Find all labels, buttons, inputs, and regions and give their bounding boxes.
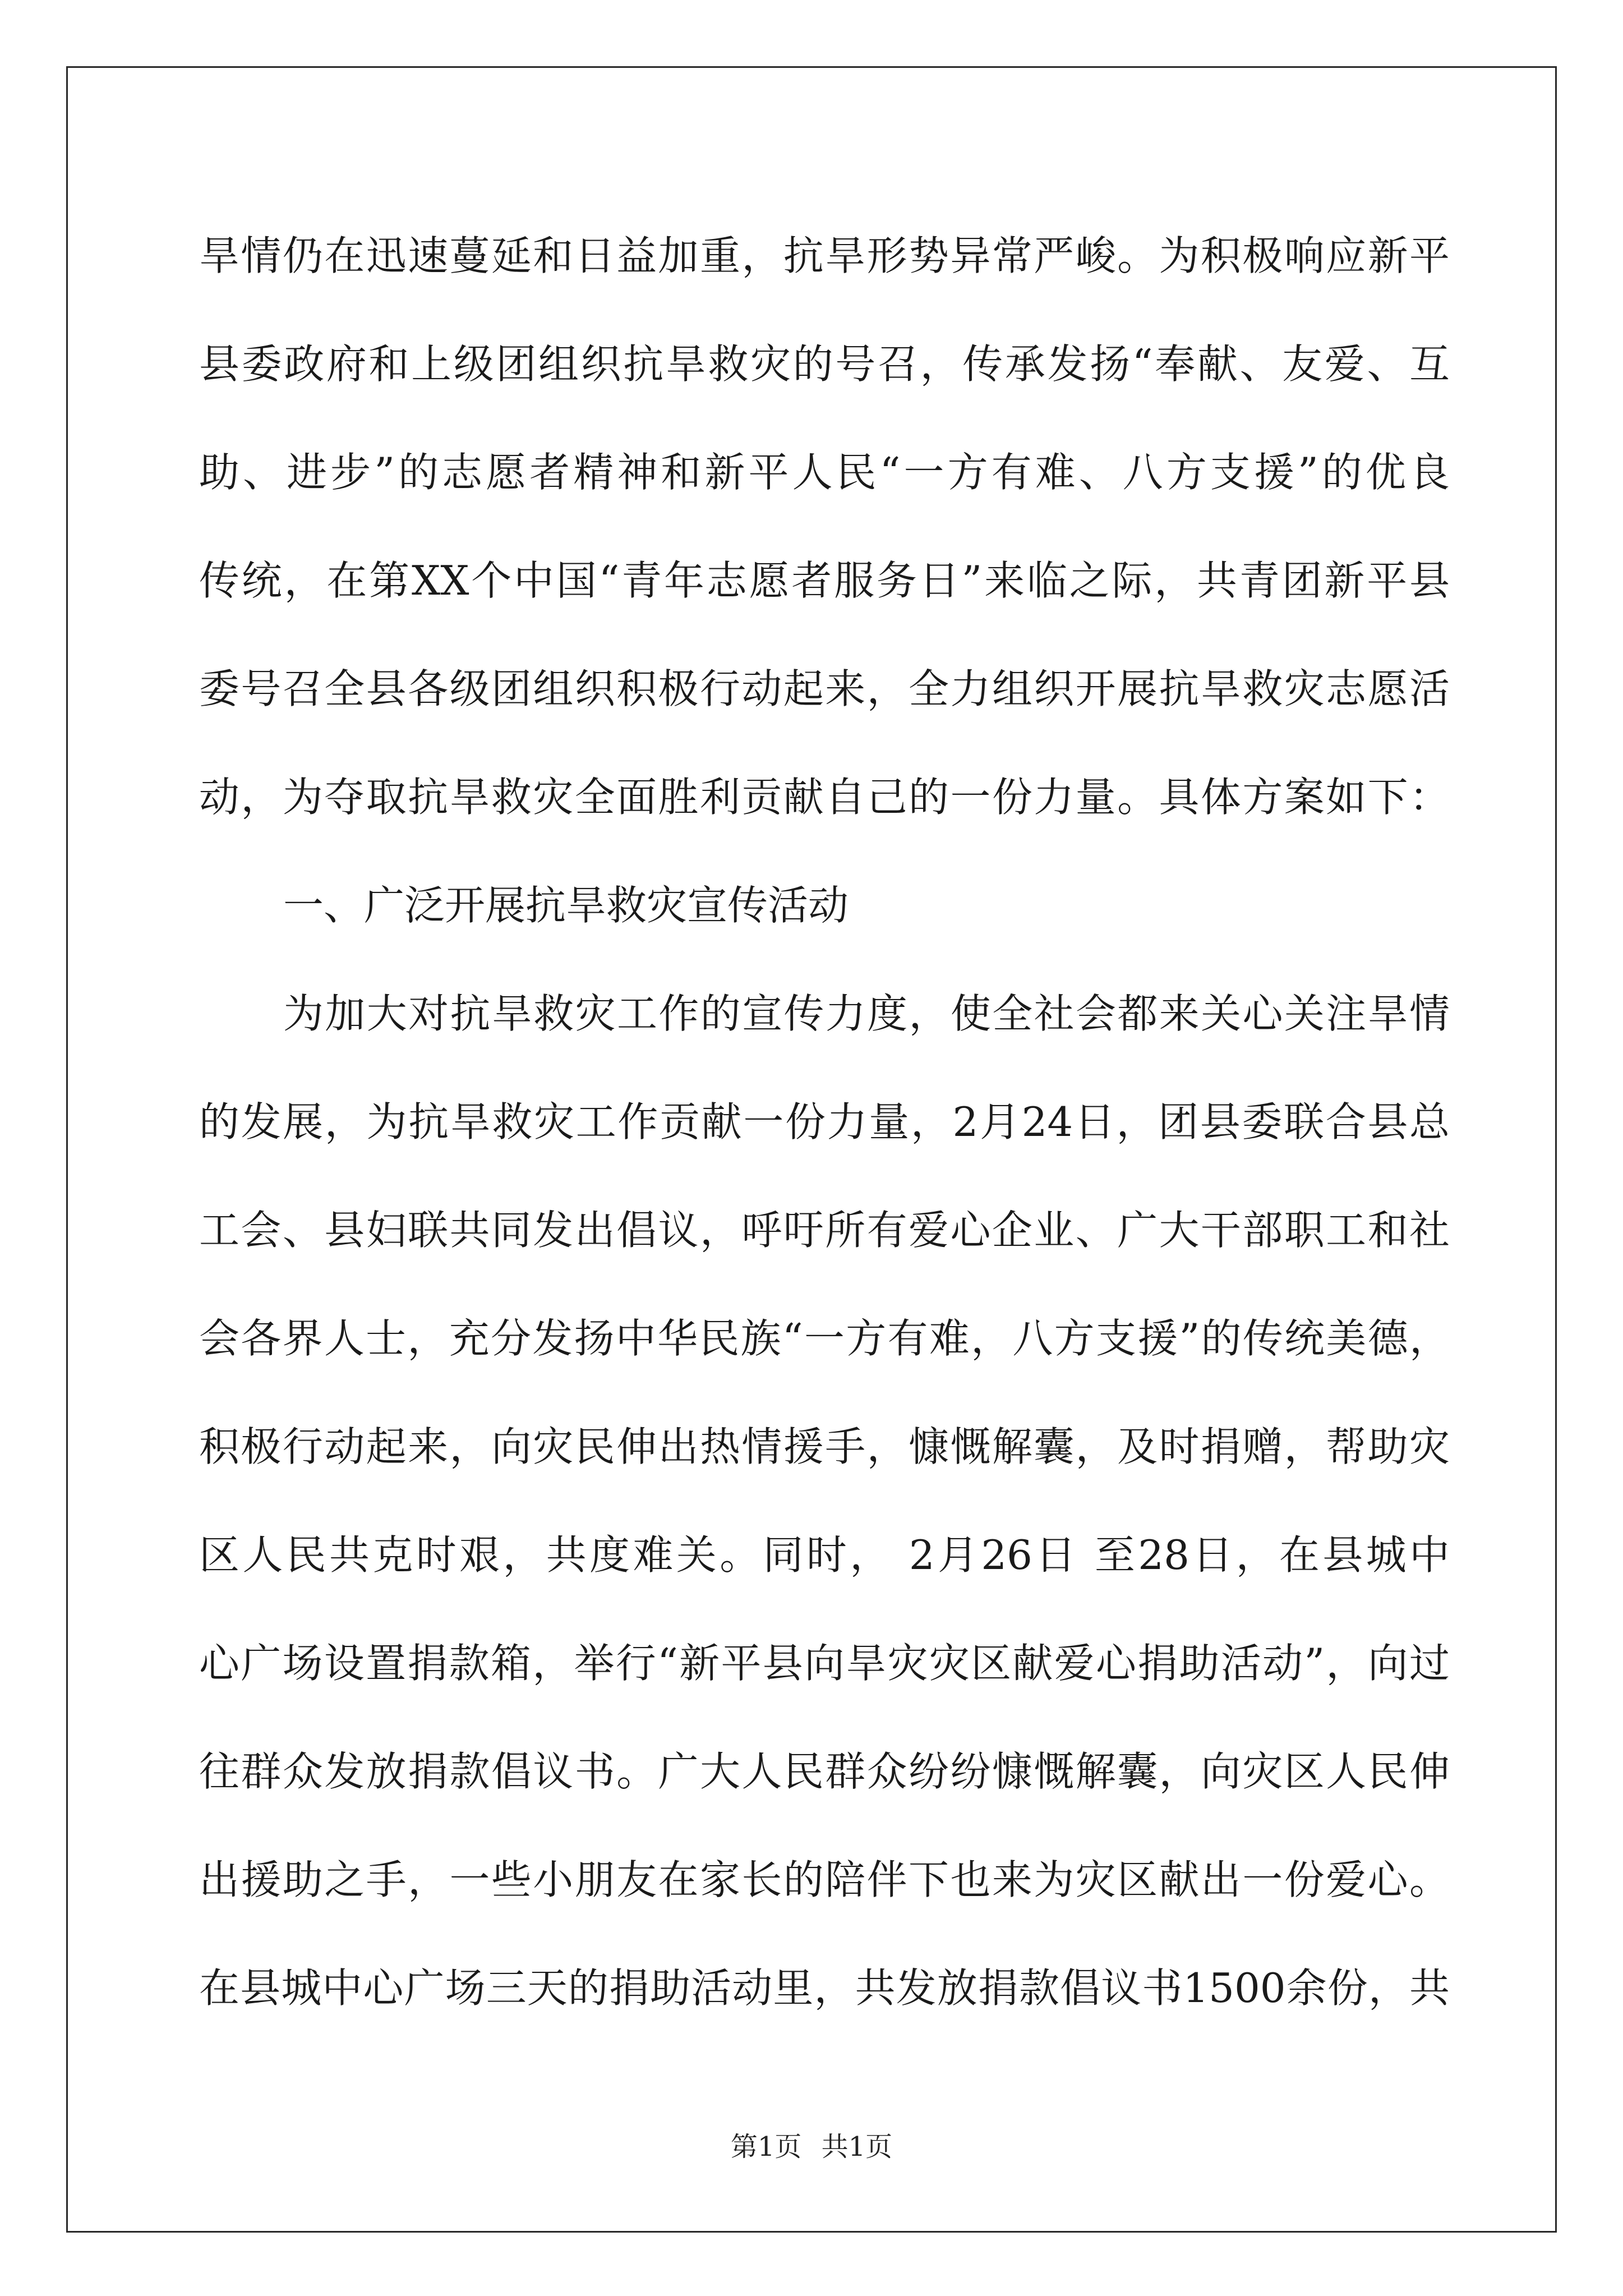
text-line: 往群众发放捐款倡议书。广大人民群众纷纷慷慨解囊，向灾区人民伸 xyxy=(199,1748,1450,1795)
text-line: 会各界人士，充分发扬中华民族“一方有难，八方支援”的传统美德， xyxy=(199,1315,1450,1362)
text-line: 助、进步”的志愿者精神和新平人民“一方有难、八方支援”的优良 xyxy=(199,449,1450,496)
text-line: 为加大对抗旱救灾工作的宣传力度，使全社会都来关心关注旱情 xyxy=(283,990,1450,1037)
text-line: 委号召全县各级团组织积极行动起来，全力组织开展抗旱救灾志愿活 xyxy=(199,665,1450,712)
page-number: 第1页 xyxy=(730,2131,802,2162)
text-line: 区人民共克时艰，共度难关。同时， 2月26日 至28日，在县城中 xyxy=(199,1531,1450,1579)
page-footer xyxy=(0,2125,1623,2164)
text-line: 传统，在第XX个中国“青年志愿者服务日”来临之际，共青团新平县 xyxy=(199,557,1450,604)
text-line: 心广场设置捐款箱，举行“新平县向旱灾灾区献爱心捐助活动”，向过 xyxy=(199,1640,1450,1687)
page-count: 共1页 xyxy=(821,2131,893,2162)
text-line: 动，为夺取抗旱救灾全面胜利贡献自己的一份力量。具体方案如下： xyxy=(199,774,1450,821)
text-line: 旱情仍在迅速蔓延和日益加重，抗旱形势异常严峻。为积极响应新平 xyxy=(199,232,1450,279)
text-line: 工会、县妇联共同发出倡议，呼吁所有爱心企业、广大干部职工和社 xyxy=(199,1207,1450,1254)
text-line: 出援助之手，一些小朋友在家长的陪伴下也来为灾区献出一份爱心。 xyxy=(199,1856,1450,1903)
text-line: 的发展，为抗旱救灾工作贡献一份力量，2月24日，团县委联合县总 xyxy=(199,1098,1450,1145)
document-body xyxy=(199,202,1450,2042)
text-line: 在县城中心广场三天的捐助活动里，共发放捐款倡议书1500余份，共 xyxy=(199,1964,1450,2012)
section-heading: 一、广泛开展抗旱救灾宣传活动 xyxy=(283,882,849,929)
text-line: 积极行动起来，向灾民伸出热情援手，慷慨解囊，及时捐赠，帮助灾 xyxy=(199,1423,1450,1470)
text-line: 县委政府和上级团组织抗旱救灾的号召，传承发扬“奉献、友爱、互 xyxy=(199,341,1450,388)
